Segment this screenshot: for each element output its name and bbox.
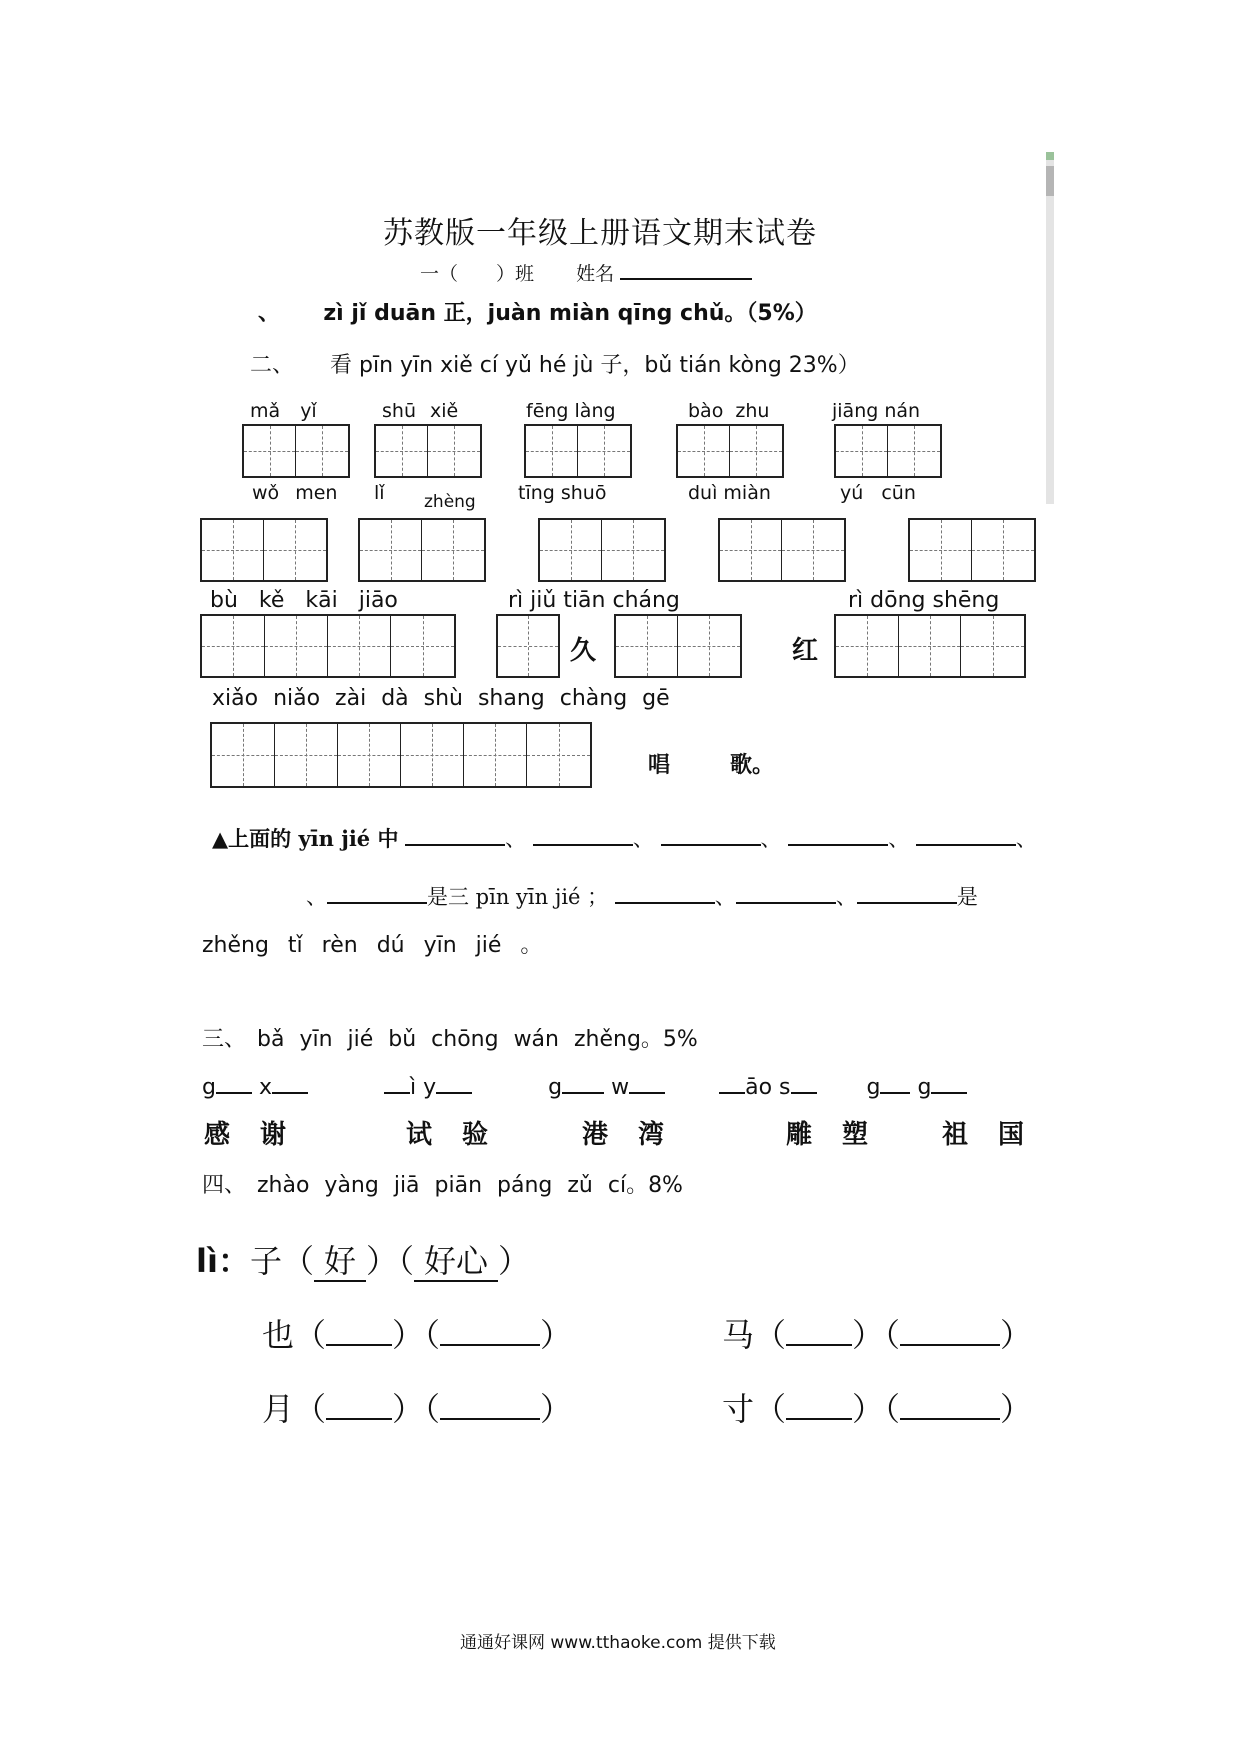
note-prefix: ▲上面的 yīn jié 中 [212,826,399,851]
s4-example-char: 子（ [249,1242,314,1280]
writing-grid[interactable] [834,614,1026,678]
note-blank[interactable] [916,822,1016,846]
s4-blank[interactable] [900,1322,1000,1346]
s4-blank[interactable] [440,1396,540,1420]
s4-example-word-a: 好 [314,1242,366,1282]
row2-pinyin-2: lǐ [374,482,385,504]
note-line-2: 、 是三 pīn yīn jié ； 、 、 是 [306,880,978,911]
s3-letter: g [548,1075,563,1100]
s3-words-1: 感 谢 [204,1120,289,1150]
note-line-3: zhěng tǐ rèn dú yīn jié 。 [202,933,543,958]
note-whole: 是 [956,885,978,909]
s3-letter: āo s [745,1075,791,1100]
row2-pinyin-3: zhèng [424,492,476,512]
row3-pinyin-3: rì dōng shēng [848,588,1000,613]
note-blank[interactable] [405,822,505,846]
writing-grid[interactable] [614,614,742,678]
writing-grid[interactable] [834,424,942,478]
writing-grid[interactable] [676,424,784,478]
note-blank[interactable] [736,880,836,904]
scrollbar-thumb[interactable] [1046,166,1054,196]
s3-blank[interactable] [436,1070,472,1094]
row3-char-jiu: 久 [570,636,597,666]
s3-blank[interactable] [216,1070,252,1094]
s4-blank[interactable] [900,1396,1000,1420]
s3-blank[interactable] [629,1070,665,1094]
writing-grid[interactable] [496,614,560,678]
writing-grid[interactable] [200,614,456,678]
row4-char-ge: 歌。 [730,752,775,778]
section-2 [250,348,860,379]
s4-char: 月 [262,1390,295,1428]
s4-char: 寸 [722,1390,755,1428]
s4-example-label: lì： [196,1242,250,1280]
s3-blank[interactable] [272,1070,308,1094]
note-blank[interactable] [533,822,633,846]
note-blank[interactable] [615,880,715,904]
name-blank[interactable] [620,256,752,280]
writing-grid[interactable] [374,424,482,478]
s4-example-word-b: 好心 [414,1242,498,1282]
s4-blank[interactable] [786,1322,852,1346]
note-blank[interactable] [327,880,427,904]
s4-char: 也 [262,1316,295,1354]
row4-char-chang: 唱 [648,752,671,778]
s3-blank[interactable] [719,1070,745,1094]
s4-row-1-left: 也（ ）（ ） [262,1316,573,1354]
footer-credit: 通通好课网 www.tthaoke.com 提供下载 [460,1633,776,1653]
section-2-number: 二、 [250,353,295,378]
writing-grid[interactable] [538,518,666,582]
row1-pinyin-3: fēng làng [526,400,616,422]
row2-pinyin-5: duì miàn [688,482,771,504]
section-2-text: 看 pīn yīn xiě cí yǔ hé jù 子，bǔ tián kòng 23%） [330,353,860,378]
s3-letter: w [611,1075,630,1100]
s3-blank[interactable] [931,1070,967,1094]
row1-pinyin-1: mǎ yǐ [250,400,317,422]
section-3-title: 三、 bǎ yīn jié bǔ chōng wán zhěng。5% [202,1027,698,1052]
note-blank[interactable] [788,822,888,846]
s3-letter: g [866,1075,881,1100]
name-label: 姓名 [576,263,615,285]
s4-char: 马 [722,1316,755,1354]
s3-words-5: 祖 国 [942,1120,1027,1150]
writing-grid[interactable] [718,518,846,582]
s3-letter: g [917,1075,932,1100]
row1-pinyin-2: shū xiě [382,400,459,422]
writing-grid[interactable] [210,722,592,788]
s3-blank[interactable] [880,1070,910,1094]
page-title: 苏教版一年级上册语文期末试卷 [383,216,817,251]
note-three: 是三 pīn yīn jié ； [427,885,609,909]
row3-char-hong: 红 [792,636,819,666]
row3-pinyin-1: bù kě kāi jiāo [210,588,398,613]
s3-letter: ì y [410,1075,437,1100]
section-1-number: 、 [258,301,281,326]
s4-blank[interactable] [786,1396,852,1420]
row4-pinyin: xiǎo niǎo zài dà shù shang chàng gē [212,686,670,711]
s3-letter: x [258,1075,272,1100]
writing-grid[interactable] [200,518,328,582]
section-4-title: 四、 zhào yàng jiā piān páng zǔ cí。8% [202,1173,683,1198]
s3-words-2: 试 验 [406,1120,491,1150]
row1-pinyin-5: jiāng nán [832,400,921,422]
s3-words-3: 港 湾 [582,1120,667,1150]
row2-pinyin-4: tīng shuō [518,482,607,504]
class-line [420,256,752,286]
s3-blank[interactable] [562,1070,604,1094]
s4-row-1-right: 马（ ）（ ） [722,1316,1033,1354]
scroll-up-arrow[interactable] [1046,152,1054,160]
writing-grid[interactable] [242,424,350,478]
s4-blank[interactable] [326,1322,392,1346]
s4-example: lì：子（ 好 ）（ 好心 ） [196,1242,531,1280]
section-3-blanks [202,1070,967,1100]
s3-words-4: 雕 塑 [786,1120,871,1150]
scrollbar-track[interactable] [1046,152,1054,504]
s3-blank[interactable] [384,1070,410,1094]
note-blank[interactable] [661,822,761,846]
writing-grid[interactable] [908,518,1036,582]
s4-blank[interactable] [440,1322,540,1346]
s4-row-2-right: 寸（ ）（ ） [722,1390,1033,1428]
s4-row-2-left: 月（ ）（ ） [262,1390,573,1428]
s3-letter: g [202,1075,216,1100]
row2-pinyin-6: yú cūn [840,482,916,504]
note-blank[interactable] [857,880,957,904]
writing-grid[interactable] [358,518,486,582]
s3-blank[interactable] [791,1070,817,1094]
row2-pinyin-1: wǒ men [252,482,338,504]
section-1-text: zì jǐ duān 正，juàn miàn qīng chǔ。（5%） [323,301,817,326]
row3-pinyin-2: rì jiǔ tiān cháng [508,588,680,613]
row1-pinyin-4: bào zhu [688,400,770,422]
class-label: 一（ ）班 [420,263,535,285]
note-line-1: ▲上面的 yīn jié 中 、 、 、 、 、 [212,822,1037,853]
writing-grid[interactable] [524,424,632,478]
s4-blank[interactable] [326,1396,392,1420]
section-1 [258,296,817,327]
